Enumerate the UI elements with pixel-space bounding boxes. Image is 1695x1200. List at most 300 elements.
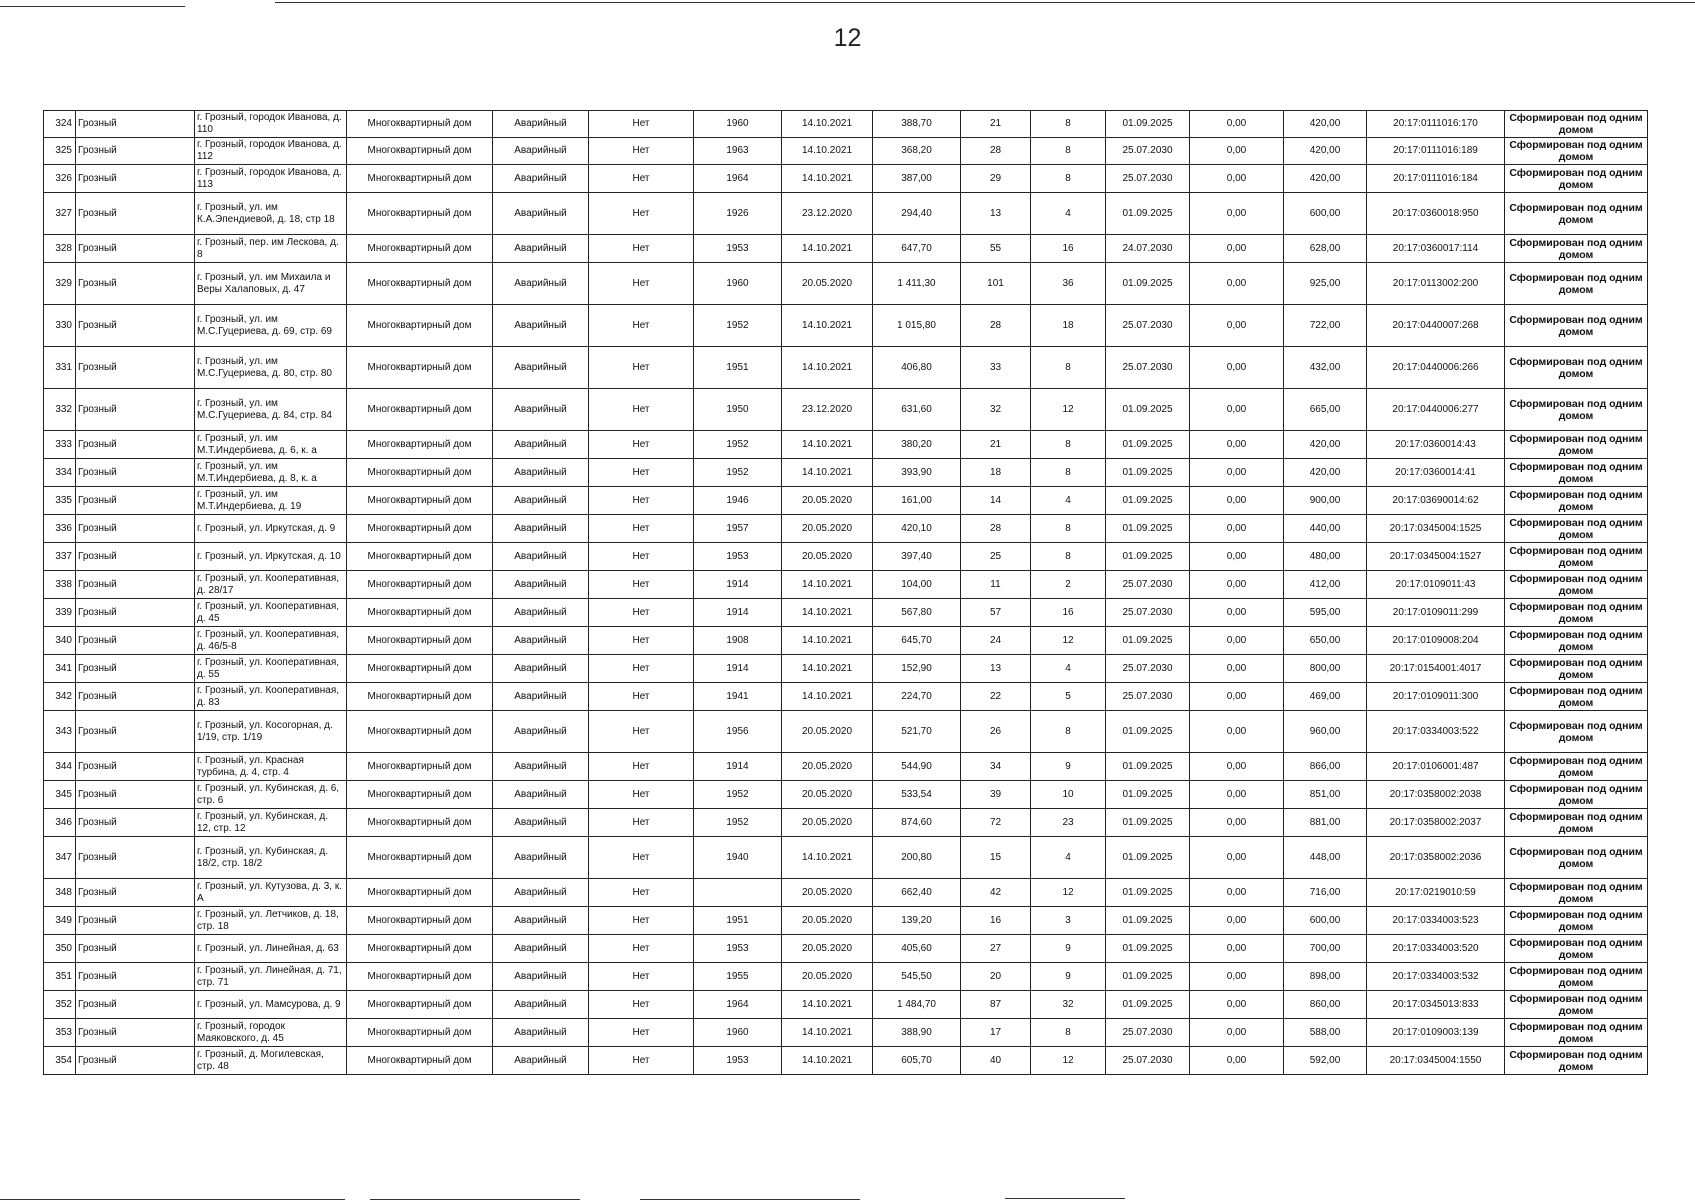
cell-status: Сформирован под одним домом [1505, 111, 1648, 138]
cell-row-number: 354 [44, 1047, 76, 1075]
cell-value: 420,00 [1284, 459, 1367, 487]
cell-area: 645,70 [873, 627, 961, 655]
cell-value: 851,00 [1284, 781, 1367, 809]
cell-date: 14.10.2021 [782, 627, 873, 655]
cell-cost: 0,00 [1190, 431, 1284, 459]
cell-residents: 57 [961, 599, 1031, 627]
cell-condition: Аварийный [493, 753, 589, 781]
cell-residents: 87 [961, 991, 1031, 1019]
table-row [44, 138, 1648, 165]
cell-address: г. Грозный, ул. Красная турбина, д. 4, стр. 4 [195, 753, 347, 781]
cell-residents: 28 [961, 515, 1031, 543]
cell-row-number: 350 [44, 935, 76, 963]
cell-value: 960,00 [1284, 711, 1367, 753]
cell-cadastral-number: 20:17:0358002:2037 [1367, 809, 1505, 837]
cell-row-number: 330 [44, 305, 76, 347]
cell-residents: 17 [961, 1019, 1031, 1047]
cell-city: Грозный [76, 263, 195, 305]
cell-count: 4 [1031, 655, 1106, 683]
cell-flag: Нет [589, 753, 694, 781]
cell-cadastral-number: 20:17:0106001:487 [1367, 753, 1505, 781]
cell-value: 650,00 [1284, 627, 1367, 655]
table-row [44, 1019, 1648, 1047]
cell-condition: Аварийный [493, 963, 589, 991]
cell-condition: Аварийный [493, 165, 589, 193]
cell-area: 405,60 [873, 935, 961, 963]
cell-status: Сформирован под одним домом [1505, 781, 1648, 809]
cell-value: 866,00 [1284, 753, 1367, 781]
cell-city: Грозный [76, 599, 195, 627]
cell-cadastral-number: 20:17:0440006:266 [1367, 347, 1505, 389]
cell-count: 8 [1031, 431, 1106, 459]
cell-condition: Аварийный [493, 879, 589, 907]
table-row [44, 263, 1648, 305]
cell-count: 4 [1031, 487, 1106, 515]
cell-address: г. Грозный, ул. им М.С.Гуцериева, д. 84, стр. 84 [195, 389, 347, 431]
cell-residents: 14 [961, 487, 1031, 515]
cell-deadline: 24.07.2030 [1106, 235, 1190, 263]
cell-status: Сформирован под одним домом [1505, 347, 1648, 389]
cell-residents: 29 [961, 165, 1031, 193]
cell-residents: 21 [961, 111, 1031, 138]
cell-city: Грозный [76, 487, 195, 515]
cell-deadline: 01.09.2025 [1106, 991, 1190, 1019]
cell-flag: Нет [589, 487, 694, 515]
cell-address: г. Грозный, ул. Линейная, д. 71, стр. 71 [195, 963, 347, 991]
cell-year: 1956 [694, 711, 782, 753]
cell-flag: Нет [589, 809, 694, 837]
cell-residents: 40 [961, 1047, 1031, 1075]
cell-flag: Нет [589, 683, 694, 711]
cell-date: 20.05.2020 [782, 753, 873, 781]
cell-flag: Нет [589, 305, 694, 347]
cell-flag: Нет [589, 1019, 694, 1047]
cell-area: 161,00 [873, 487, 961, 515]
cell-building-type: Многоквартирный дом [347, 389, 493, 431]
cell-city: Грозный [76, 389, 195, 431]
cell-status: Сформирован под одним домом [1505, 487, 1648, 515]
cell-deadline: 25.07.2030 [1106, 138, 1190, 165]
cell-address: г. Грозный, городок Иванова, д. 112 [195, 138, 347, 165]
table-row [44, 431, 1648, 459]
cell-condition: Аварийный [493, 809, 589, 837]
cell-cadastral-number: 20:17:0334003:523 [1367, 907, 1505, 935]
cell-cost: 0,00 [1190, 571, 1284, 599]
cell-status: Сформирован под одним домом [1505, 879, 1648, 907]
cell-residents: 33 [961, 347, 1031, 389]
cell-area: 139,20 [873, 907, 961, 935]
cell-residents: 26 [961, 711, 1031, 753]
cell-city: Грозный [76, 781, 195, 809]
cell-building-type: Многоквартирный дом [347, 165, 493, 193]
cell-deadline: 01.09.2025 [1106, 809, 1190, 837]
cell-deadline: 01.09.2025 [1106, 879, 1190, 907]
cell-city: Грозный [76, 879, 195, 907]
cell-cadastral-number: 20:17:0219010:59 [1367, 879, 1505, 907]
cell-cadastral-number: 20:17:03690014:62 [1367, 487, 1505, 515]
cell-count: 8 [1031, 459, 1106, 487]
cell-cadastral-number: 20:17:0334003:520 [1367, 935, 1505, 963]
cell-condition: Аварийный [493, 431, 589, 459]
cell-area: 631,60 [873, 389, 961, 431]
cell-city: Грозный [76, 138, 195, 165]
cell-cost: 0,00 [1190, 347, 1284, 389]
cell-condition: Аварийный [493, 711, 589, 753]
cell-residents: 24 [961, 627, 1031, 655]
cell-condition: Аварийный [493, 1047, 589, 1075]
cell-value: 800,00 [1284, 655, 1367, 683]
cell-value: 881,00 [1284, 809, 1367, 837]
cell-deadline: 01.09.2025 [1106, 627, 1190, 655]
cell-residents: 27 [961, 935, 1031, 963]
cell-area: 393,90 [873, 459, 961, 487]
cell-date: 20.05.2020 [782, 263, 873, 305]
cell-address: г. Грозный, ул. Кооперативная, д. 45 [195, 599, 347, 627]
cell-deadline: 25.07.2030 [1106, 1019, 1190, 1047]
cell-deadline: 01.09.2025 [1106, 487, 1190, 515]
cell-flag: Нет [589, 543, 694, 571]
cell-city: Грозный [76, 683, 195, 711]
cell-cost: 0,00 [1190, 963, 1284, 991]
cell-row-number: 333 [44, 431, 76, 459]
cell-cadastral-number: 20:17:0345004:1550 [1367, 1047, 1505, 1075]
cell-year: 1953 [694, 235, 782, 263]
cell-value: 628,00 [1284, 235, 1367, 263]
cell-year: 1914 [694, 655, 782, 683]
cell-address: г. Грозный, д. Могилевская, стр. 48 [195, 1047, 347, 1075]
cell-residents: 13 [961, 655, 1031, 683]
cell-condition: Аварийный [493, 487, 589, 515]
cell-year: 1940 [694, 837, 782, 879]
cell-city: Грозный [76, 1047, 195, 1075]
cell-status: Сформирован под одним домом [1505, 991, 1648, 1019]
table-row [44, 389, 1648, 431]
cell-date: 20.05.2020 [782, 907, 873, 935]
cell-city: Грозный [76, 935, 195, 963]
cell-row-number: 329 [44, 263, 76, 305]
cell-row-number: 335 [44, 487, 76, 515]
cell-value: 700,00 [1284, 935, 1367, 963]
cell-building-type: Многоквартирный дом [347, 431, 493, 459]
cell-deadline: 01.09.2025 [1106, 263, 1190, 305]
cell-date: 14.10.2021 [782, 1019, 873, 1047]
cell-year: 1952 [694, 305, 782, 347]
cell-flag: Нет [589, 515, 694, 543]
top-border-line-left [0, 6, 185, 7]
cell-row-number: 344 [44, 753, 76, 781]
cell-residents: 15 [961, 837, 1031, 879]
cell-building-type: Многоквартирный дом [347, 837, 493, 879]
cell-residents: 34 [961, 753, 1031, 781]
cell-building-type: Многоквартирный дом [347, 781, 493, 809]
cell-count: 8 [1031, 111, 1106, 138]
cell-residents: 39 [961, 781, 1031, 809]
cell-flag: Нет [589, 781, 694, 809]
table-row [44, 781, 1648, 809]
cell-flag: Нет [589, 431, 694, 459]
cell-value: 595,00 [1284, 599, 1367, 627]
cell-date: 20.05.2020 [782, 809, 873, 837]
cell-area: 200,80 [873, 837, 961, 879]
cell-row-number: 325 [44, 138, 76, 165]
cell-count: 8 [1031, 515, 1106, 543]
cell-residents: 22 [961, 683, 1031, 711]
cell-deadline: 25.07.2030 [1106, 655, 1190, 683]
cell-city: Грозный [76, 571, 195, 599]
cell-date: 14.10.2021 [782, 111, 873, 138]
cell-count: 8 [1031, 543, 1106, 571]
cell-status: Сформирован под одним домом [1505, 837, 1648, 879]
table-row [44, 515, 1648, 543]
cell-count: 12 [1031, 879, 1106, 907]
cell-condition: Аварийный [493, 111, 589, 138]
cell-cost: 0,00 [1190, 543, 1284, 571]
cell-cadastral-number: 20:17:0334003:522 [1367, 711, 1505, 753]
cell-condition: Аварийный [493, 781, 589, 809]
cell-address: г. Грозный, ул. Кубинская, д. 12, стр. 12 [195, 809, 347, 837]
cell-cadastral-number: 20:17:0360018:950 [1367, 193, 1505, 235]
table-row [44, 627, 1648, 655]
cell-city: Грозный [76, 711, 195, 753]
cell-deadline: 01.09.2025 [1106, 935, 1190, 963]
cell-row-number: 326 [44, 165, 76, 193]
cell-building-type: Многоквартирный дом [347, 935, 493, 963]
bottom-border-line-4 [1005, 1198, 1125, 1199]
cell-deadline: 01.09.2025 [1106, 837, 1190, 879]
cell-date: 14.10.2021 [782, 683, 873, 711]
cell-date: 14.10.2021 [782, 431, 873, 459]
table-row [44, 991, 1648, 1019]
cell-count: 8 [1031, 347, 1106, 389]
cell-count: 5 [1031, 683, 1106, 711]
cell-row-number: 337 [44, 543, 76, 571]
cell-date: 20.05.2020 [782, 487, 873, 515]
cell-cost: 0,00 [1190, 809, 1284, 837]
cell-cadastral-number: 20:17:0358002:2038 [1367, 781, 1505, 809]
cell-residents: 13 [961, 193, 1031, 235]
cell-count: 3 [1031, 907, 1106, 935]
cell-residents: 21 [961, 431, 1031, 459]
cell-value: 448,00 [1284, 837, 1367, 879]
cell-flag: Нет [589, 571, 694, 599]
cell-building-type: Многоквартирный дом [347, 991, 493, 1019]
cell-area: 388,70 [873, 111, 961, 138]
cell-value: 900,00 [1284, 487, 1367, 515]
cell-building-type: Многоквартирный дом [347, 907, 493, 935]
cell-area: 387,00 [873, 165, 961, 193]
cell-status: Сформирован под одним домом [1505, 627, 1648, 655]
cell-residents: 101 [961, 263, 1031, 305]
table-row [44, 879, 1648, 907]
cell-value: 722,00 [1284, 305, 1367, 347]
table-row [44, 111, 1648, 138]
cell-value: 432,00 [1284, 347, 1367, 389]
cell-date: 14.10.2021 [782, 837, 873, 879]
cell-year: 1952 [694, 459, 782, 487]
table-row [44, 235, 1648, 263]
cell-area: 545,50 [873, 963, 961, 991]
cell-flag: Нет [589, 837, 694, 879]
cell-cost: 0,00 [1190, 193, 1284, 235]
table-row [44, 599, 1648, 627]
cell-status: Сформирован под одним домом [1505, 907, 1648, 935]
cell-city: Грозный [76, 431, 195, 459]
cell-date: 23.12.2020 [782, 389, 873, 431]
cell-condition: Аварийный [493, 305, 589, 347]
cell-date: 20.05.2020 [782, 963, 873, 991]
cell-cost: 0,00 [1190, 165, 1284, 193]
cell-address: г. Грозный, ул. Иркутская, д. 9 [195, 515, 347, 543]
cell-count: 16 [1031, 599, 1106, 627]
table-row [44, 655, 1648, 683]
cell-value: 412,00 [1284, 571, 1367, 599]
cell-status: Сформирован под одним домом [1505, 165, 1648, 193]
cell-condition: Аварийный [493, 1019, 589, 1047]
cell-year: 1914 [694, 599, 782, 627]
cell-row-number: 328 [44, 235, 76, 263]
top-border-line-right [275, 2, 1695, 3]
cell-count: 23 [1031, 809, 1106, 837]
cell-deadline: 01.09.2025 [1106, 753, 1190, 781]
cell-status: Сформирован под одним домом [1505, 683, 1648, 711]
cell-status: Сформирован под одним домом [1505, 431, 1648, 459]
cell-area: 294,40 [873, 193, 961, 235]
cell-status: Сформирован под одним домом [1505, 753, 1648, 781]
cell-deadline: 01.09.2025 [1106, 963, 1190, 991]
cell-flag: Нет [589, 347, 694, 389]
cell-date: 23.12.2020 [782, 193, 873, 235]
cell-address: г. Грозный, ул. им М.С.Гуцериева, д. 69, стр. 69 [195, 305, 347, 347]
cell-row-number: 334 [44, 459, 76, 487]
cell-deadline: 01.09.2025 [1106, 389, 1190, 431]
cell-cadastral-number: 20:17:0334003:532 [1367, 963, 1505, 991]
cell-status: Сформирован под одним домом [1505, 515, 1648, 543]
page-number: 12 [833, 24, 862, 52]
cell-flag: Нет [589, 389, 694, 431]
cell-count: 8 [1031, 711, 1106, 753]
cell-address: г. Грозный, ул. Кооперативная, д. 46/5-8 [195, 627, 347, 655]
cell-count: 4 [1031, 837, 1106, 879]
cell-address: г. Грозный, ул. Летчиков, д. 18, стр. 18 [195, 907, 347, 935]
cell-residents: 72 [961, 809, 1031, 837]
table-body [44, 111, 1648, 1075]
cell-value: 440,00 [1284, 515, 1367, 543]
cell-status: Сформирован под одним домом [1505, 459, 1648, 487]
cell-flag: Нет [589, 138, 694, 165]
cell-area: 420,10 [873, 515, 961, 543]
cell-building-type: Многоквартирный дом [347, 111, 493, 138]
cell-cadastral-number: 20:17:0109011:300 [1367, 683, 1505, 711]
cell-cost: 0,00 [1190, 991, 1284, 1019]
cell-value: 925,00 [1284, 263, 1367, 305]
cell-value: 716,00 [1284, 879, 1367, 907]
cell-address: г. Грозный, пер. им Лескова, д. 8 [195, 235, 347, 263]
cell-residents: 28 [961, 138, 1031, 165]
cell-cadastral-number: 20:17:0440006:277 [1367, 389, 1505, 431]
cell-city: Грозный [76, 305, 195, 347]
cell-address: г. Грозный, ул. им М.С.Гуцериева, д. 80, стр. 80 [195, 347, 347, 389]
cell-flag: Нет [589, 459, 694, 487]
cell-building-type: Многоквартирный дом [347, 627, 493, 655]
cell-row-number: 349 [44, 907, 76, 935]
cell-year: 1951 [694, 907, 782, 935]
cell-status: Сформирован под одним домом [1505, 1047, 1648, 1075]
cell-residents: 18 [961, 459, 1031, 487]
cell-date: 14.10.2021 [782, 138, 873, 165]
table-row [44, 571, 1648, 599]
cell-city: Грозный [76, 515, 195, 543]
cell-cost: 0,00 [1190, 599, 1284, 627]
cell-cadastral-number: 20:17:0111016:170 [1367, 111, 1505, 138]
cell-year: 1941 [694, 683, 782, 711]
cell-row-number: 341 [44, 655, 76, 683]
cell-condition: Аварийный [493, 459, 589, 487]
cell-cost: 0,00 [1190, 711, 1284, 753]
cell-count: 8 [1031, 138, 1106, 165]
cell-building-type: Многоквартирный дом [347, 459, 493, 487]
cell-row-number: 338 [44, 571, 76, 599]
cell-row-number: 347 [44, 837, 76, 879]
cell-value: 420,00 [1284, 431, 1367, 459]
cell-date: 14.10.2021 [782, 1047, 873, 1075]
table-row [44, 347, 1648, 389]
cell-date: 20.05.2020 [782, 711, 873, 753]
table-row [44, 753, 1648, 781]
cell-building-type: Многоквартирный дом [347, 138, 493, 165]
cell-cost: 0,00 [1190, 879, 1284, 907]
cell-deadline: 01.09.2025 [1106, 543, 1190, 571]
cell-area: 406,80 [873, 347, 961, 389]
cell-address: г. Грозный, городок Иванова, д. 113 [195, 165, 347, 193]
cell-cost: 0,00 [1190, 515, 1284, 543]
cell-address: г. Грозный, ул. им М.Т.Индербиева, д. 19 [195, 487, 347, 515]
table-row [44, 837, 1648, 879]
cell-value: 898,00 [1284, 963, 1367, 991]
cell-condition: Аварийный [493, 515, 589, 543]
cell-condition: Аварийный [493, 599, 589, 627]
cell-city: Грозный [76, 193, 195, 235]
cell-area: 662,40 [873, 879, 961, 907]
cell-year: 1964 [694, 165, 782, 193]
cell-building-type: Многоквартирный дом [347, 263, 493, 305]
cell-cost: 0,00 [1190, 111, 1284, 138]
cell-row-number: 351 [44, 963, 76, 991]
cell-flag: Нет [589, 963, 694, 991]
cell-year: 1946 [694, 487, 782, 515]
cell-condition: Аварийный [493, 263, 589, 305]
cell-cost: 0,00 [1190, 1019, 1284, 1047]
cell-status: Сформирован под одним домом [1505, 138, 1648, 165]
cell-building-type: Многоквартирный дом [347, 809, 493, 837]
cell-cadastral-number: 20:17:0113002:200 [1367, 263, 1505, 305]
cell-year: 1964 [694, 991, 782, 1019]
cell-area: 544,90 [873, 753, 961, 781]
cell-deadline: 25.07.2030 [1106, 571, 1190, 599]
cell-area: 368,20 [873, 138, 961, 165]
cell-city: Грозный [76, 165, 195, 193]
cell-year: 1950 [694, 389, 782, 431]
cell-residents: 55 [961, 235, 1031, 263]
cell-year: 1957 [694, 515, 782, 543]
cell-building-type: Многоквартирный дом [347, 599, 493, 627]
cell-row-number: 324 [44, 111, 76, 138]
cell-deadline: 01.09.2025 [1106, 431, 1190, 459]
cell-building-type: Многоквартирный дом [347, 683, 493, 711]
cell-year: 1914 [694, 571, 782, 599]
cell-building-type: Многоквартирный дом [347, 347, 493, 389]
table-row [44, 305, 1648, 347]
cell-row-number: 336 [44, 515, 76, 543]
